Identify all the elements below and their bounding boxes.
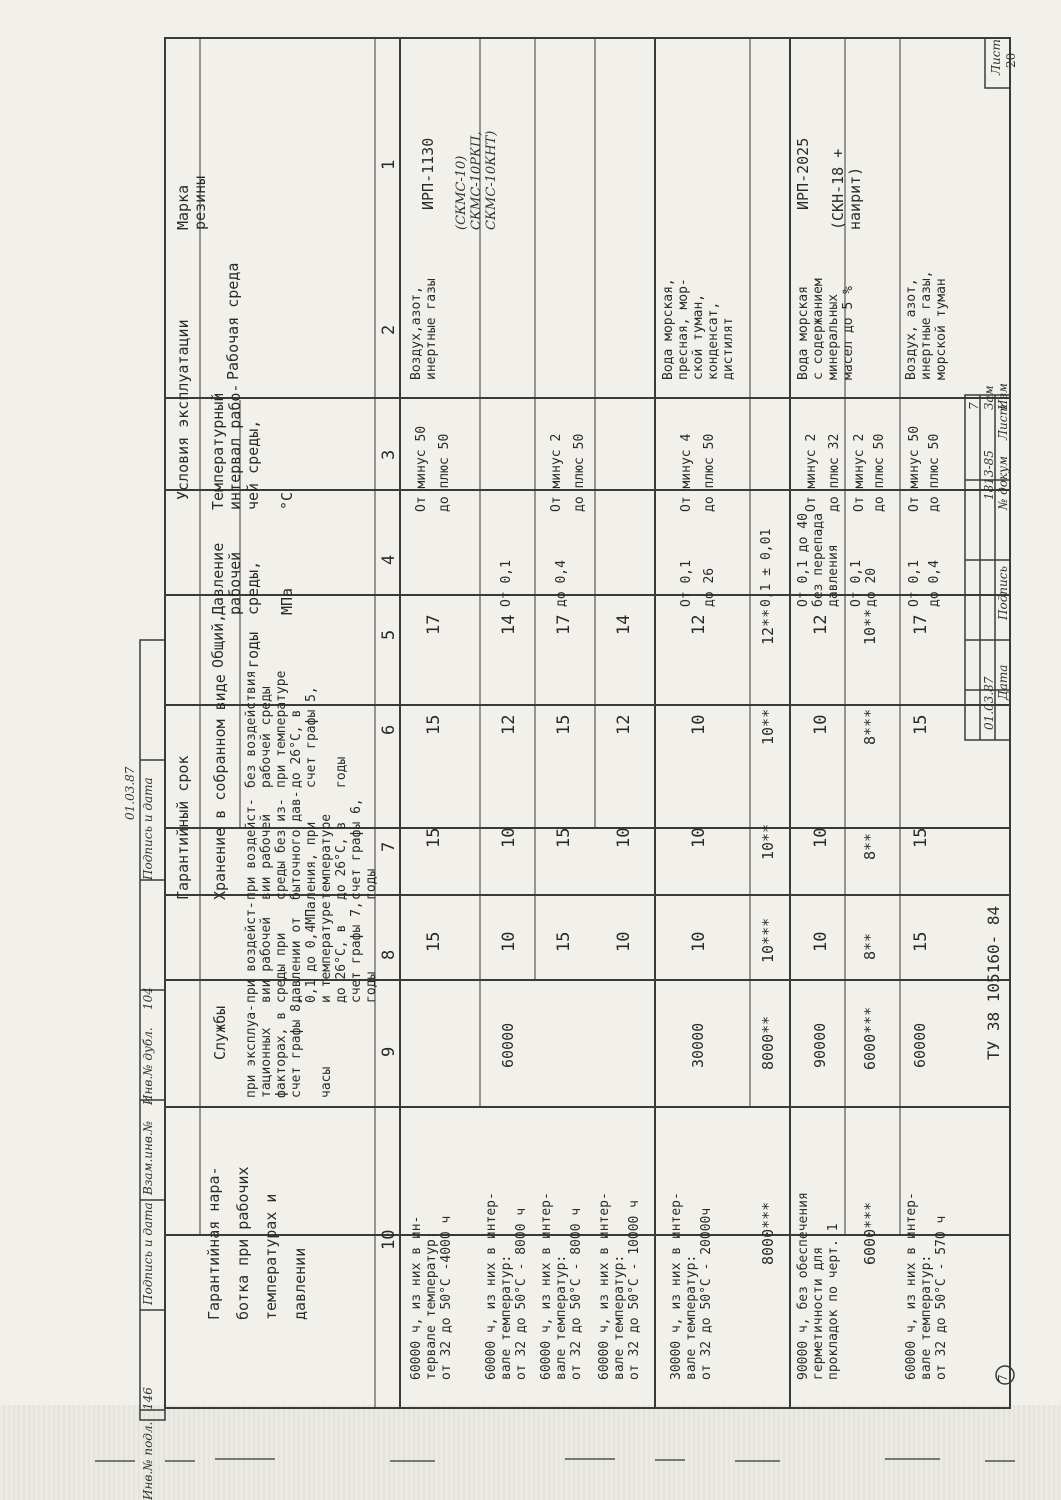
margin-dup-inv: Инв.№ дубл.	[141, 1027, 155, 1105]
row5-c10: 30000 ч, из них в интер- вале температур: от 32 до 50°С - 20000ч	[669, 1192, 714, 1380]
row3-c6: 15	[554, 714, 574, 735]
row6-pressure: 0,1 ± 0,01	[759, 528, 774, 607]
scan-mark-6	[655, 1459, 685, 1461]
brand-2-detail: (СКН-18 + наирит)	[829, 148, 865, 230]
stamp-hdr-doc: № докум	[996, 455, 1010, 510]
row7-total: 12	[811, 614, 831, 635]
brand-1-detail: (СКМС-10) СКМС-10РКП, СКМС-10КНТ)	[454, 130, 499, 230]
row2-c9: 60000	[499, 1022, 517, 1068]
row7-temp: От минус 2 до плюс 32	[804, 433, 843, 512]
hdr-warranty: Гарантийный срок	[174, 755, 192, 900]
stamp-hdr-signature: Подпись	[996, 565, 1010, 620]
row4-c8: 10	[614, 931, 634, 952]
hdr-pressure: Давление рабочей среды, МПа	[209, 542, 296, 615]
hdr-col7: при воздейст- вии рабочей среды без из- быточного дав- ления, при температуре до 26°С, в счет графы 6, годы	[244, 790, 379, 900]
stamp-hdr-izm: Изм	[996, 383, 1010, 410]
row3-c10: 60000 ч, из них в интер- вале температур: от 32 до 50°С - 8000 ч	[539, 1192, 584, 1380]
row6-total: 12**	[759, 608, 777, 645]
row8-c6: 8***	[861, 708, 879, 745]
row5-c8: 10	[689, 931, 709, 952]
row1-c8: 15	[424, 931, 444, 952]
row2-c6: 12	[499, 714, 519, 735]
row1-total: 17	[424, 614, 444, 635]
margin-inv-number: 146	[141, 1387, 155, 1410]
row6-c9: 8000**	[759, 1015, 777, 1070]
row7-pressure: От 0,1 до 40 без перепада давления	[796, 513, 841, 607]
scan-mark-9	[985, 1460, 1015, 1462]
row8-temp: От минус 2 до плюс 50	[852, 433, 887, 512]
colnum-7: 7	[379, 841, 399, 852]
row4-total: 14	[614, 614, 634, 635]
stamp-hdr-date: Дата	[996, 664, 1010, 700]
brand-2-name: ИРП-2025	[794, 137, 812, 210]
scan-mark-2	[165, 1460, 195, 1462]
row6-c8: 10***	[759, 917, 777, 963]
row1-c7: 15	[424, 827, 444, 848]
row1-c6: 15	[424, 714, 444, 735]
brand-1-name: ИРП-1130	[419, 137, 437, 210]
margin-replace-inv: Взам.инв.№	[141, 1120, 155, 1195]
row5-pressure: От 0,1 до 26	[679, 560, 718, 607]
row7-c7: 10	[811, 827, 831, 848]
colnum-8: 8	[379, 949, 399, 960]
row8-c8: 8**	[861, 932, 879, 960]
row1-c10: 60000 ч, из них в ин- тервале температур: от 32 до 50°С -4000 ч	[409, 1215, 454, 1380]
sheet-number: 20	[1004, 52, 1018, 68]
colnum-3: 3	[379, 449, 399, 460]
sheet-label: Лист	[989, 39, 1003, 75]
row8-total: 10**	[861, 608, 879, 645]
stamp-doc-number: 1813-85	[982, 450, 996, 500]
colnum-5: 5	[379, 629, 399, 640]
row5-temp: От минус 4 до плюс 50	[679, 433, 718, 512]
row2-total: 14	[499, 614, 519, 635]
stamp-change-type: Зам	[982, 385, 996, 410]
circled-mark-label: 7	[996, 1374, 1010, 1382]
row9-c10: 60000 ч, из них в интер- вале температур: от 32 до 50°С - 570 ч	[904, 1192, 949, 1380]
row7-c9: 90000	[811, 1022, 829, 1068]
row4-c10: 60000 ч, из них в интер- вале температур: от 32 до 50°С - 10000 ч	[597, 1192, 642, 1380]
colnum-2: 2	[379, 324, 399, 335]
hdr-temp: Температурный интервал рабо- чей среды, °С	[209, 383, 296, 510]
hdr-total: Общий, годы	[209, 613, 262, 668]
margin-signature-date: Подпись и дата	[141, 1202, 155, 1305]
row7-c8: 10	[811, 931, 831, 952]
row6-c6: 10**	[759, 708, 777, 745]
colnum-4: 4	[379, 554, 399, 565]
hdr-col10: Гарантийная нара- ботка при рабочих температурах и давлении	[205, 1166, 309, 1320]
row3-c8: 15	[554, 931, 574, 952]
row6-c7: 10**	[759, 823, 777, 860]
colnum-10: 10	[379, 1229, 399, 1250]
colnum-9: 9	[379, 1046, 399, 1057]
scan-mark-1	[95, 1460, 135, 1462]
row9-total: 17	[911, 614, 931, 635]
row3-total: 17	[554, 614, 574, 635]
scan-mark-5	[565, 1458, 615, 1460]
row3-c7: 15	[554, 827, 574, 848]
stamp-hdr-list: Лист	[996, 404, 1010, 440]
row8-c7: 8**	[861, 832, 879, 860]
hdr-op: Условия эксплуатации	[174, 319, 192, 500]
row6-c10: 8000***	[759, 1201, 777, 1265]
row2-c8: 10	[499, 931, 519, 952]
margin-date-value: 01.03.87	[123, 766, 137, 820]
row9-c6: 15	[911, 714, 931, 735]
row5-c9: 30000	[689, 1022, 707, 1068]
hdr-storage: Хранение в собранном виде	[211, 674, 229, 900]
document-code: ТУ 38 105160- 84	[984, 905, 1003, 1060]
scan-mark-7	[735, 1460, 780, 1462]
row9-c9: 60000	[911, 1022, 929, 1068]
hdr-col9: при эксплуа- тационных факторах, в счет графы 8, часы	[244, 996, 334, 1098]
row9-c8: 15	[911, 931, 931, 952]
colnum-1: 1	[379, 159, 399, 170]
row5-total: 12	[689, 614, 709, 635]
row7-c6: 10	[811, 714, 831, 735]
row8-pressure: От 0,1 до 20	[849, 560, 879, 607]
row7-c10: 90000 ч, без обеспечения герметичности для прокладок по черт. 1	[796, 1192, 841, 1380]
row5-c7: 10	[689, 827, 709, 848]
row9-pressure: От 0,1 до 0,4	[907, 560, 942, 607]
hdr-medium: Рабочая среда	[224, 262, 242, 380]
row9-temp: От минус 50 до плюс 50	[907, 425, 942, 512]
row1-temp: От минус 50 до плюс 50	[414, 425, 453, 512]
margin-signature-date-2: Подпись и дата	[141, 777, 155, 880]
row5-medium: Вода морская, пресная, мор- ской туман, конденсат, дистилят	[661, 278, 736, 380]
stamp-date: 01.03.87	[982, 676, 996, 730]
margin-inv-original: Инв.№ подл.	[141, 1421, 155, 1500]
margin-inv-dup-number: 104	[141, 987, 155, 1010]
row4-c7: 10	[614, 827, 634, 848]
colnum-6: 6	[379, 724, 399, 735]
hdr-col8: при воздейст- вии рабочей среды при давлении от 0,1 до 0,4МПа и температуре до 26°С, в счет графы 7, годы	[244, 901, 379, 1003]
stamp-change-number: 7	[967, 402, 981, 410]
row2-c10: 60000 ч, из них в интер- вале температур: от 32 до 50°С - 8000 ч	[484, 1192, 529, 1380]
row2-c7: 10	[499, 827, 519, 848]
row4-c6: 12	[614, 714, 634, 735]
row8-c9: 6000***	[861, 1006, 879, 1070]
row5-c6: 10	[689, 714, 709, 735]
hdr-service: Службы	[211, 1005, 229, 1060]
row2-pressure: От 0,1	[499, 560, 514, 607]
row3-temp: От минус 2 до плюс 50	[549, 433, 588, 512]
row7-medium: Вода морская с содержанием минеральных масел до 5 %	[796, 278, 856, 380]
row9-c7: 15	[911, 827, 931, 848]
row3-pressure: до 0,4	[554, 560, 569, 607]
row1-medium: Воздух,азот, инертные газы	[409, 278, 439, 380]
scan-mark-4	[390, 1460, 435, 1462]
scan-mark-3	[215, 1458, 275, 1460]
hdr-brand: Марка резины	[174, 175, 210, 230]
scan-mark-8	[885, 1458, 940, 1460]
row8-c10: 6000***	[861, 1201, 879, 1265]
row9-medium: Воздух, азот, инертные газы, морской туман	[904, 270, 949, 380]
hdr-col6: без воздействия рабочей среды при температуре до 26°С, в счет графы 5, годы	[244, 670, 349, 788]
